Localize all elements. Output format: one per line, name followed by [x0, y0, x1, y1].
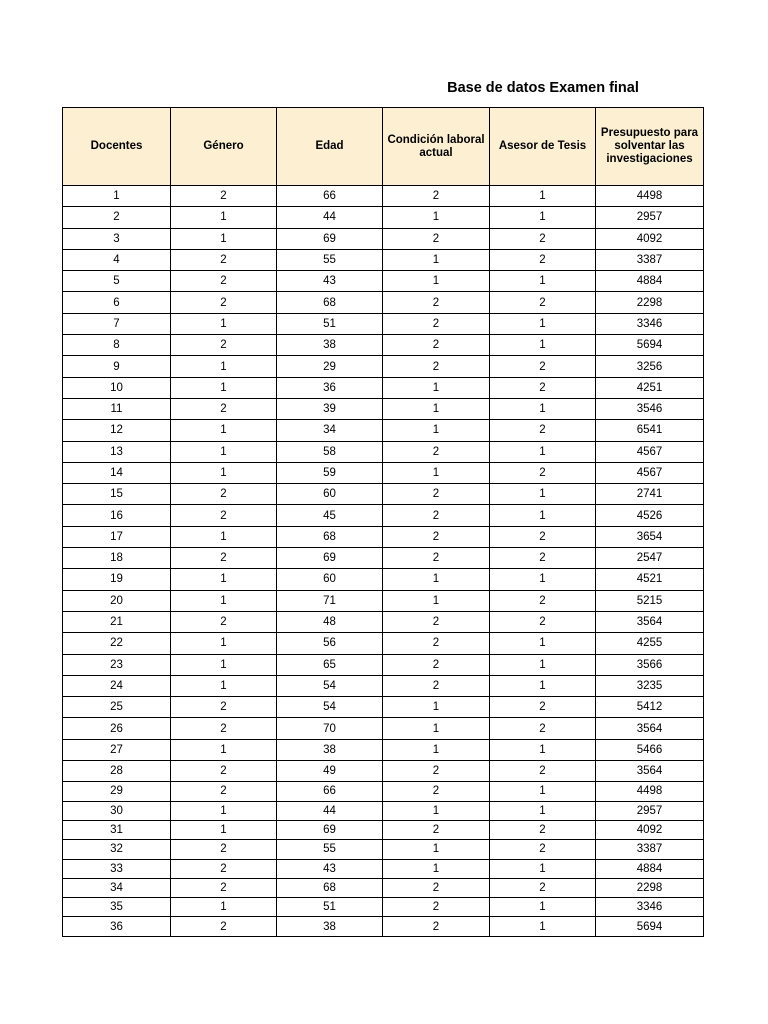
table-row [63, 675, 704, 696]
cell-genero: 1 [171, 462, 277, 483]
cell-asesor-tesis: 2 [490, 548, 596, 569]
cell-genero: 2 [171, 548, 277, 569]
cell-presupuesto: 4884 [596, 271, 704, 292]
cell-presupuesto: 3256 [596, 356, 704, 377]
cell-asesor-tesis: 2 [490, 420, 596, 441]
cell-docente: 7 [63, 313, 171, 334]
cell-docente: 35 [63, 898, 171, 917]
cell-presupuesto: 3235 [596, 675, 704, 696]
cell-asesor-tesis: 1 [490, 569, 596, 590]
cell-genero: 2 [171, 697, 277, 718]
table-row [63, 335, 704, 356]
cell-genero: 1 [171, 569, 277, 590]
cell-genero: 2 [171, 782, 277, 801]
cell-asesor-tesis: 2 [490, 590, 596, 611]
cell-asesor-tesis: 1 [490, 859, 596, 878]
cell-docente: 33 [63, 859, 171, 878]
cell-asesor-tesis: 2 [490, 228, 596, 249]
cell-condicion-laboral: 2 [383, 820, 490, 839]
cell-docente: 20 [63, 590, 171, 611]
cell-genero: 2 [171, 292, 277, 313]
table-row [63, 840, 704, 859]
table-row [63, 271, 704, 292]
cell-genero: 2 [171, 186, 277, 207]
cell-genero: 2 [171, 398, 277, 419]
cell-condicion-laboral: 1 [383, 249, 490, 270]
cell-genero: 2 [171, 505, 277, 526]
header-condicion-laboral: Condición laboral actual [383, 108, 490, 186]
cell-docente: 28 [63, 761, 171, 782]
header-edad: Edad [277, 108, 383, 186]
cell-docente: 9 [63, 356, 171, 377]
cell-asesor-tesis: 1 [490, 675, 596, 696]
table-row [63, 441, 704, 462]
cell-edad: 39 [277, 398, 383, 419]
cell-asesor-tesis: 2 [490, 356, 596, 377]
cell-asesor-tesis: 1 [490, 335, 596, 356]
cell-edad: 66 [277, 186, 383, 207]
table-row [63, 292, 704, 313]
cell-condicion-laboral: 1 [383, 859, 490, 878]
cell-asesor-tesis: 1 [490, 484, 596, 505]
cell-edad: 49 [277, 761, 383, 782]
cell-presupuesto: 3546 [596, 398, 704, 419]
cell-docente: 27 [63, 739, 171, 760]
cell-asesor-tesis: 1 [490, 398, 596, 419]
cell-genero: 1 [171, 654, 277, 675]
cell-asesor-tesis: 2 [490, 697, 596, 718]
cell-genero: 2 [171, 335, 277, 356]
cell-condicion-laboral: 2 [383, 526, 490, 547]
cell-edad: 54 [277, 675, 383, 696]
cell-asesor-tesis: 1 [490, 654, 596, 675]
cell-docente: 26 [63, 718, 171, 739]
table-row [63, 761, 704, 782]
table-row [63, 186, 704, 207]
cell-presupuesto: 2741 [596, 484, 704, 505]
cell-condicion-laboral: 2 [383, 335, 490, 356]
cell-presupuesto: 3346 [596, 898, 704, 917]
cell-condicion-laboral: 2 [383, 441, 490, 462]
cell-docente: 30 [63, 801, 171, 820]
cell-genero: 2 [171, 878, 277, 897]
cell-genero: 2 [171, 840, 277, 859]
cell-edad: 70 [277, 718, 383, 739]
cell-edad: 59 [277, 462, 383, 483]
cell-genero: 1 [171, 675, 277, 696]
cell-docente: 24 [63, 675, 171, 696]
cell-presupuesto: 4567 [596, 441, 704, 462]
cell-condicion-laboral: 2 [383, 228, 490, 249]
cell-condicion-laboral: 1 [383, 569, 490, 590]
cell-edad: 44 [277, 801, 383, 820]
cell-docente: 21 [63, 611, 171, 632]
cell-condicion-laboral: 1 [383, 420, 490, 441]
table-row [63, 484, 704, 505]
cell-asesor-tesis: 2 [490, 820, 596, 839]
data-table [62, 107, 704, 937]
table-row [63, 228, 704, 249]
cell-edad: 38 [277, 335, 383, 356]
cell-presupuesto: 2957 [596, 801, 704, 820]
cell-genero: 1 [171, 207, 277, 228]
cell-presupuesto: 4255 [596, 633, 704, 654]
cell-genero: 1 [171, 313, 277, 334]
cell-docente: 19 [63, 569, 171, 590]
table-row [63, 878, 704, 897]
table-row [63, 917, 704, 936]
cell-docente: 34 [63, 878, 171, 897]
table-row [63, 697, 704, 718]
cell-asesor-tesis: 2 [490, 611, 596, 632]
cell-condicion-laboral: 2 [383, 917, 490, 936]
table-row [63, 590, 704, 611]
table-row [63, 526, 704, 547]
cell-presupuesto: 3564 [596, 611, 704, 632]
cell-presupuesto: 2298 [596, 292, 704, 313]
cell-condicion-laboral: 2 [383, 313, 490, 334]
table-row [63, 313, 704, 334]
cell-genero: 2 [171, 271, 277, 292]
cell-genero: 2 [171, 761, 277, 782]
table-row [63, 420, 704, 441]
table-row [63, 739, 704, 760]
cell-presupuesto: 4884 [596, 859, 704, 878]
cell-condicion-laboral: 2 [383, 356, 490, 377]
cell-presupuesto: 3346 [596, 313, 704, 334]
cell-presupuesto: 4092 [596, 228, 704, 249]
cell-condicion-laboral: 1 [383, 739, 490, 760]
cell-docente: 8 [63, 335, 171, 356]
cell-genero: 2 [171, 611, 277, 632]
cell-genero: 1 [171, 820, 277, 839]
cell-asesor-tesis: 1 [490, 801, 596, 820]
cell-presupuesto: 5412 [596, 697, 704, 718]
header-presupuesto: Presupuesto para solventar las investigaciones [596, 108, 704, 186]
cell-condicion-laboral: 1 [383, 590, 490, 611]
cell-condicion-laboral: 1 [383, 377, 490, 398]
cell-edad: 60 [277, 484, 383, 505]
cell-docente: 14 [63, 462, 171, 483]
cell-edad: 38 [277, 917, 383, 936]
cell-edad: 56 [277, 633, 383, 654]
header-genero: Género [171, 108, 277, 186]
cell-condicion-laboral: 1 [383, 207, 490, 228]
table-row [63, 398, 704, 419]
cell-condicion-laboral: 2 [383, 898, 490, 917]
table-row [63, 782, 704, 801]
table-row [63, 356, 704, 377]
cell-asesor-tesis: 1 [490, 186, 596, 207]
table-row [63, 654, 704, 675]
cell-edad: 68 [277, 878, 383, 897]
cell-asesor-tesis: 2 [490, 526, 596, 547]
cell-asesor-tesis: 2 [490, 761, 596, 782]
cell-edad: 65 [277, 654, 383, 675]
cell-asesor-tesis: 1 [490, 441, 596, 462]
cell-condicion-laboral: 2 [383, 611, 490, 632]
cell-genero: 1 [171, 590, 277, 611]
cell-edad: 43 [277, 859, 383, 878]
cell-edad: 66 [277, 782, 383, 801]
cell-condicion-laboral: 2 [383, 782, 490, 801]
cell-genero: 2 [171, 859, 277, 878]
cell-presupuesto: 4526 [596, 505, 704, 526]
cell-asesor-tesis: 2 [490, 840, 596, 859]
cell-condicion-laboral: 2 [383, 654, 490, 675]
cell-asesor-tesis: 2 [490, 292, 596, 313]
cell-edad: 44 [277, 207, 383, 228]
cell-asesor-tesis: 1 [490, 271, 596, 292]
cell-condicion-laboral: 1 [383, 697, 490, 718]
cell-edad: 51 [277, 898, 383, 917]
cell-genero: 2 [171, 249, 277, 270]
cell-genero: 1 [171, 526, 277, 547]
cell-genero: 1 [171, 898, 277, 917]
cell-presupuesto: 4498 [596, 782, 704, 801]
cell-asesor-tesis: 1 [490, 782, 596, 801]
table-row [63, 548, 704, 569]
cell-genero: 1 [171, 228, 277, 249]
header-row [63, 108, 704, 186]
cell-edad: 43 [277, 271, 383, 292]
cell-asesor-tesis: 2 [490, 377, 596, 398]
cell-docente: 4 [63, 249, 171, 270]
cell-docente: 11 [63, 398, 171, 419]
table-row [63, 898, 704, 917]
cell-genero: 1 [171, 420, 277, 441]
table-row [63, 801, 704, 820]
cell-condicion-laboral: 1 [383, 718, 490, 739]
cell-docente: 36 [63, 917, 171, 936]
cell-condicion-laboral: 1 [383, 462, 490, 483]
cell-presupuesto: 3387 [596, 249, 704, 270]
table-row [63, 462, 704, 483]
cell-genero: 1 [171, 633, 277, 654]
cell-edad: 60 [277, 569, 383, 590]
cell-condicion-laboral: 2 [383, 761, 490, 782]
cell-docente: 10 [63, 377, 171, 398]
cell-docente: 3 [63, 228, 171, 249]
cell-docente: 22 [63, 633, 171, 654]
cell-condicion-laboral: 2 [383, 878, 490, 897]
cell-docente: 16 [63, 505, 171, 526]
cell-condicion-laboral: 2 [383, 675, 490, 696]
cell-asesor-tesis: 2 [490, 249, 596, 270]
table-body [63, 186, 704, 937]
cell-presupuesto: 3566 [596, 654, 704, 675]
table-row [63, 249, 704, 270]
cell-edad: 54 [277, 697, 383, 718]
cell-docente: 13 [63, 441, 171, 462]
cell-presupuesto: 4521 [596, 569, 704, 590]
cell-presupuesto: 4092 [596, 820, 704, 839]
cell-asesor-tesis: 1 [490, 739, 596, 760]
cell-docente: 2 [63, 207, 171, 228]
cell-presupuesto: 5466 [596, 739, 704, 760]
cell-edad: 69 [277, 548, 383, 569]
cell-edad: 69 [277, 820, 383, 839]
cell-asesor-tesis: 2 [490, 462, 596, 483]
cell-edad: 45 [277, 505, 383, 526]
cell-edad: 71 [277, 590, 383, 611]
cell-docente: 23 [63, 654, 171, 675]
cell-docente: 29 [63, 782, 171, 801]
cell-condicion-laboral: 2 [383, 484, 490, 505]
cell-genero: 2 [171, 484, 277, 505]
table-row [63, 820, 704, 839]
header-asesor-tesis: Asesor de Tesis [490, 108, 596, 186]
cell-edad: 55 [277, 840, 383, 859]
cell-genero: 2 [171, 718, 277, 739]
cell-presupuesto: 4251 [596, 377, 704, 398]
cell-condicion-laboral: 1 [383, 271, 490, 292]
cell-edad: 58 [277, 441, 383, 462]
cell-genero: 1 [171, 377, 277, 398]
cell-presupuesto: 6541 [596, 420, 704, 441]
cell-presupuesto: 5694 [596, 335, 704, 356]
cell-condicion-laboral: 1 [383, 801, 490, 820]
cell-condicion-laboral: 2 [383, 505, 490, 526]
cell-condicion-laboral: 1 [383, 840, 490, 859]
cell-presupuesto: 4567 [596, 462, 704, 483]
cell-edad: 68 [277, 526, 383, 547]
cell-edad: 48 [277, 611, 383, 632]
table-row [63, 505, 704, 526]
cell-edad: 38 [277, 739, 383, 760]
cell-condicion-laboral: 2 [383, 186, 490, 207]
cell-presupuesto: 2957 [596, 207, 704, 228]
cell-asesor-tesis: 2 [490, 718, 596, 739]
cell-presupuesto: 3564 [596, 761, 704, 782]
cell-docente: 31 [63, 820, 171, 839]
cell-genero: 1 [171, 739, 277, 760]
cell-asesor-tesis: 1 [490, 313, 596, 334]
header-docentes: Docentes [63, 108, 171, 186]
cell-docente: 12 [63, 420, 171, 441]
cell-docente: 17 [63, 526, 171, 547]
cell-presupuesto: 2298 [596, 878, 704, 897]
cell-presupuesto: 4498 [596, 186, 704, 207]
cell-edad: 69 [277, 228, 383, 249]
cell-asesor-tesis: 1 [490, 917, 596, 936]
cell-edad: 34 [277, 420, 383, 441]
cell-asesor-tesis: 1 [490, 505, 596, 526]
cell-asesor-tesis: 1 [490, 207, 596, 228]
cell-docente: 18 [63, 548, 171, 569]
cell-condicion-laboral: 2 [383, 292, 490, 313]
table-row [63, 718, 704, 739]
cell-condicion-laboral: 2 [383, 548, 490, 569]
cell-genero: 1 [171, 801, 277, 820]
cell-edad: 55 [277, 249, 383, 270]
cell-docente: 15 [63, 484, 171, 505]
cell-asesor-tesis: 2 [490, 878, 596, 897]
cell-condicion-laboral: 2 [383, 633, 490, 654]
cell-docente: 32 [63, 840, 171, 859]
cell-docente: 1 [63, 186, 171, 207]
table-row [63, 633, 704, 654]
cell-condicion-laboral: 1 [383, 398, 490, 419]
cell-edad: 29 [277, 356, 383, 377]
cell-presupuesto: 5215 [596, 590, 704, 611]
table-row [63, 859, 704, 878]
cell-presupuesto: 3564 [596, 718, 704, 739]
cell-edad: 68 [277, 292, 383, 313]
cell-docente: 5 [63, 271, 171, 292]
cell-genero: 1 [171, 441, 277, 462]
cell-asesor-tesis: 1 [490, 898, 596, 917]
cell-presupuesto: 3654 [596, 526, 704, 547]
cell-presupuesto: 5694 [596, 917, 704, 936]
cell-docente: 25 [63, 697, 171, 718]
cell-edad: 36 [277, 377, 383, 398]
table-row [63, 569, 704, 590]
cell-genero: 1 [171, 356, 277, 377]
cell-presupuesto: 3387 [596, 840, 704, 859]
page-title: Base de datos Examen final [447, 80, 639, 96]
cell-docente: 6 [63, 292, 171, 313]
cell-edad: 51 [277, 313, 383, 334]
cell-presupuesto: 2547 [596, 548, 704, 569]
cell-genero: 2 [171, 917, 277, 936]
table-row [63, 377, 704, 398]
table-row [63, 611, 704, 632]
cell-asesor-tesis: 1 [490, 633, 596, 654]
table-row [63, 207, 704, 228]
